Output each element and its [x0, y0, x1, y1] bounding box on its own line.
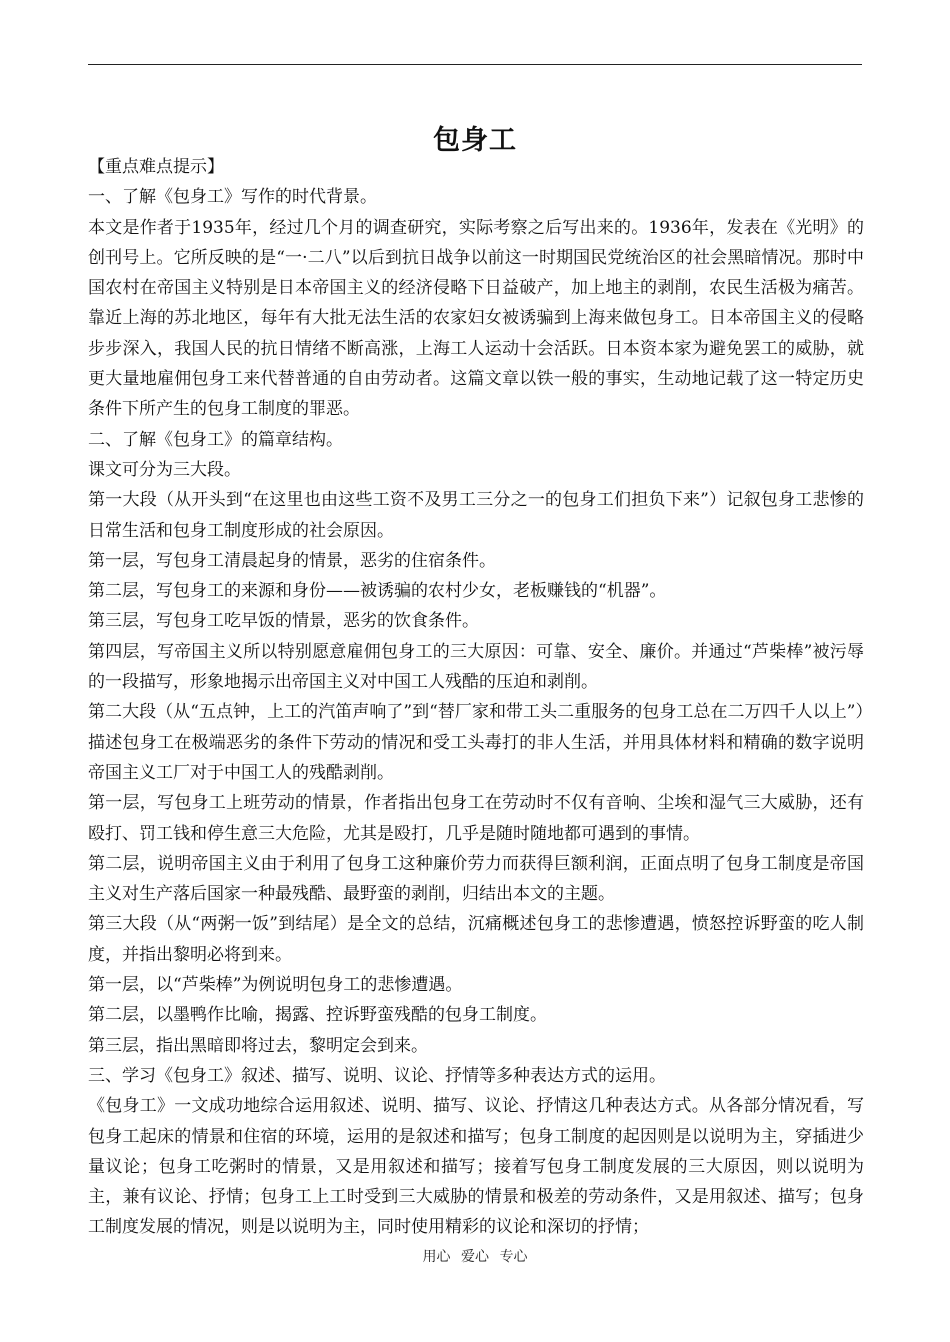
- paragraph: 第三层，指出黑暗即将过去，黎明定会到来。: [88, 1035, 428, 1056]
- paragraph: 第一层，以“芦柴棒”为例说明包身工的悲惨遭遇。: [88, 975, 463, 996]
- paragraph: 第二层，写包身工的来源和身份——被诱骗的农村少女，老板赚钱的“机器”。: [88, 581, 667, 602]
- paragraph: 第三层，写包身工吃早饭的情景，恶劣的饮食条件。: [88, 611, 479, 632]
- header-rule: [88, 64, 862, 65]
- paragraph: 【重点难点提示】: [88, 157, 224, 177]
- paragraph: 三、学习《包身工》叙述、描写、说明、议论、抒情等多种表达方式的运用。: [88, 1065, 666, 1086]
- paragraph: 课文可分为三大段。: [88, 459, 241, 480]
- paragraph: 《包身工》一文成功地综合运用叙述、说明、描写、议论、抒情这几种表达方式。从各部分情况看，写包身工起床的情景和住宿的环境，运用的是叙述和描写；包身工制度的起因则是以说明为主，穿插进少量议论；包身工吃粥时的情景，又是用叙述和描写；接着写包身工制度发展的三大原因，则以说明为主，兼有议论、抒情；包身工上工时受到三大威胁的情景和极差的劳动条件，又是用叙述、描写；包身工制度发展的情况，则是以说明为主，同时使用精彩的议论和深切的抒情；: [88, 1096, 864, 1238]
- document-body: [88, 152, 864, 1243]
- paragraph: 第二层，说明帝国主义由于利用了包身工这种廉价劳力而获得巨额利润，正面点明了包身工制度是帝国主义对生产落后国家一种最残酷、最野蛮的剥削，归结出本文的主题。: [88, 853, 864, 905]
- paragraph: 第三大段（从“两粥一饭”到结尾）是全文的总结，沉痛概述包身工的悲惨遭遇，愤怒控诉野蛮的吃人制度，并指出黎明必将到来。: [88, 914, 864, 965]
- paragraph: 第一层，写包身工上班劳动的情景，作者指出包身工在劳动时不仅有音响、尘埃和湿气三大威胁，还有殴打、罚工钱和停生意三大危险，尤其是殴打，几乎是随时随地都可遇到的事情。: [88, 793, 864, 844]
- page-footer: 用心 爱心 专心: [422, 1249, 528, 1265]
- paragraph: 本文是作者于1935年，经过几个月的调查研究，实际考察之后写出来的。1936年，发表在《光明》的创刊号上。它所反映的是“一·二八”以后到抗日战争以前这一时期国民党统治区的社会黑暗情况。那时中国农村在帝国主义特别是日本帝国主义的经济侵略下日益破产，加上地主的剥削，农民生活极为痛苦。靠近上海的苏北地区，每年有大批无法生活的农家妇女被诱骗到上海来做包身工。日本帝国主义的侵略步步深入，我国人民的抗日情绪不断高涨，上海工人运动十会活跃。日本资本家为避免罢工的威胁，就更大量地雇佣包身工来代替普通的自由劳动者。这篇文章以铁一般的事实，生动地记载了这一特定历史条件下所产生的包身工制度的罪恶。: [88, 217, 864, 420]
- paragraph: 二、了解《包身工》的篇章结构。: [88, 429, 343, 450]
- paragraph: 第二层，以墨鸭作比喻，揭露、控诉野蛮残酷的包身工制度。: [88, 1005, 547, 1026]
- paragraph: 第二大段（从“五点钟，上工的汽笛声响了”到“替厂家和带工头二重服务的包身工总在二万四千人以上”）描述包身工在极端恶劣的条件下劳动的情况和受工头毒打的非人生活，并用具体材料和精确的数字说明帝国主义工厂对于中国工人的残酷剥削。: [88, 702, 864, 783]
- paragraph: 一、了解《包身工》写作的时代背景。: [88, 187, 377, 208]
- paragraph: 第一层，写包身工清晨起身的情景，恶劣的住宿条件。: [88, 550, 496, 571]
- paragraph: 第一大段（从开头到“在这里也由这些工资不及男工三分之一的包身工们担负下来”）记叙包身工悲惨的日常生活和包身工制度形成的社会原因。: [88, 490, 864, 541]
- document-title: 包身工: [433, 125, 517, 156]
- paragraph: 第四层，写帝国主义所以特别愿意雇佣包身工的三大原因：可靠、安全、廉价。并通过“芦柴棒”被污辱的一段描写，形象地揭示出帝国主义对中国工人残酷的压迫和剥削。: [88, 641, 864, 693]
